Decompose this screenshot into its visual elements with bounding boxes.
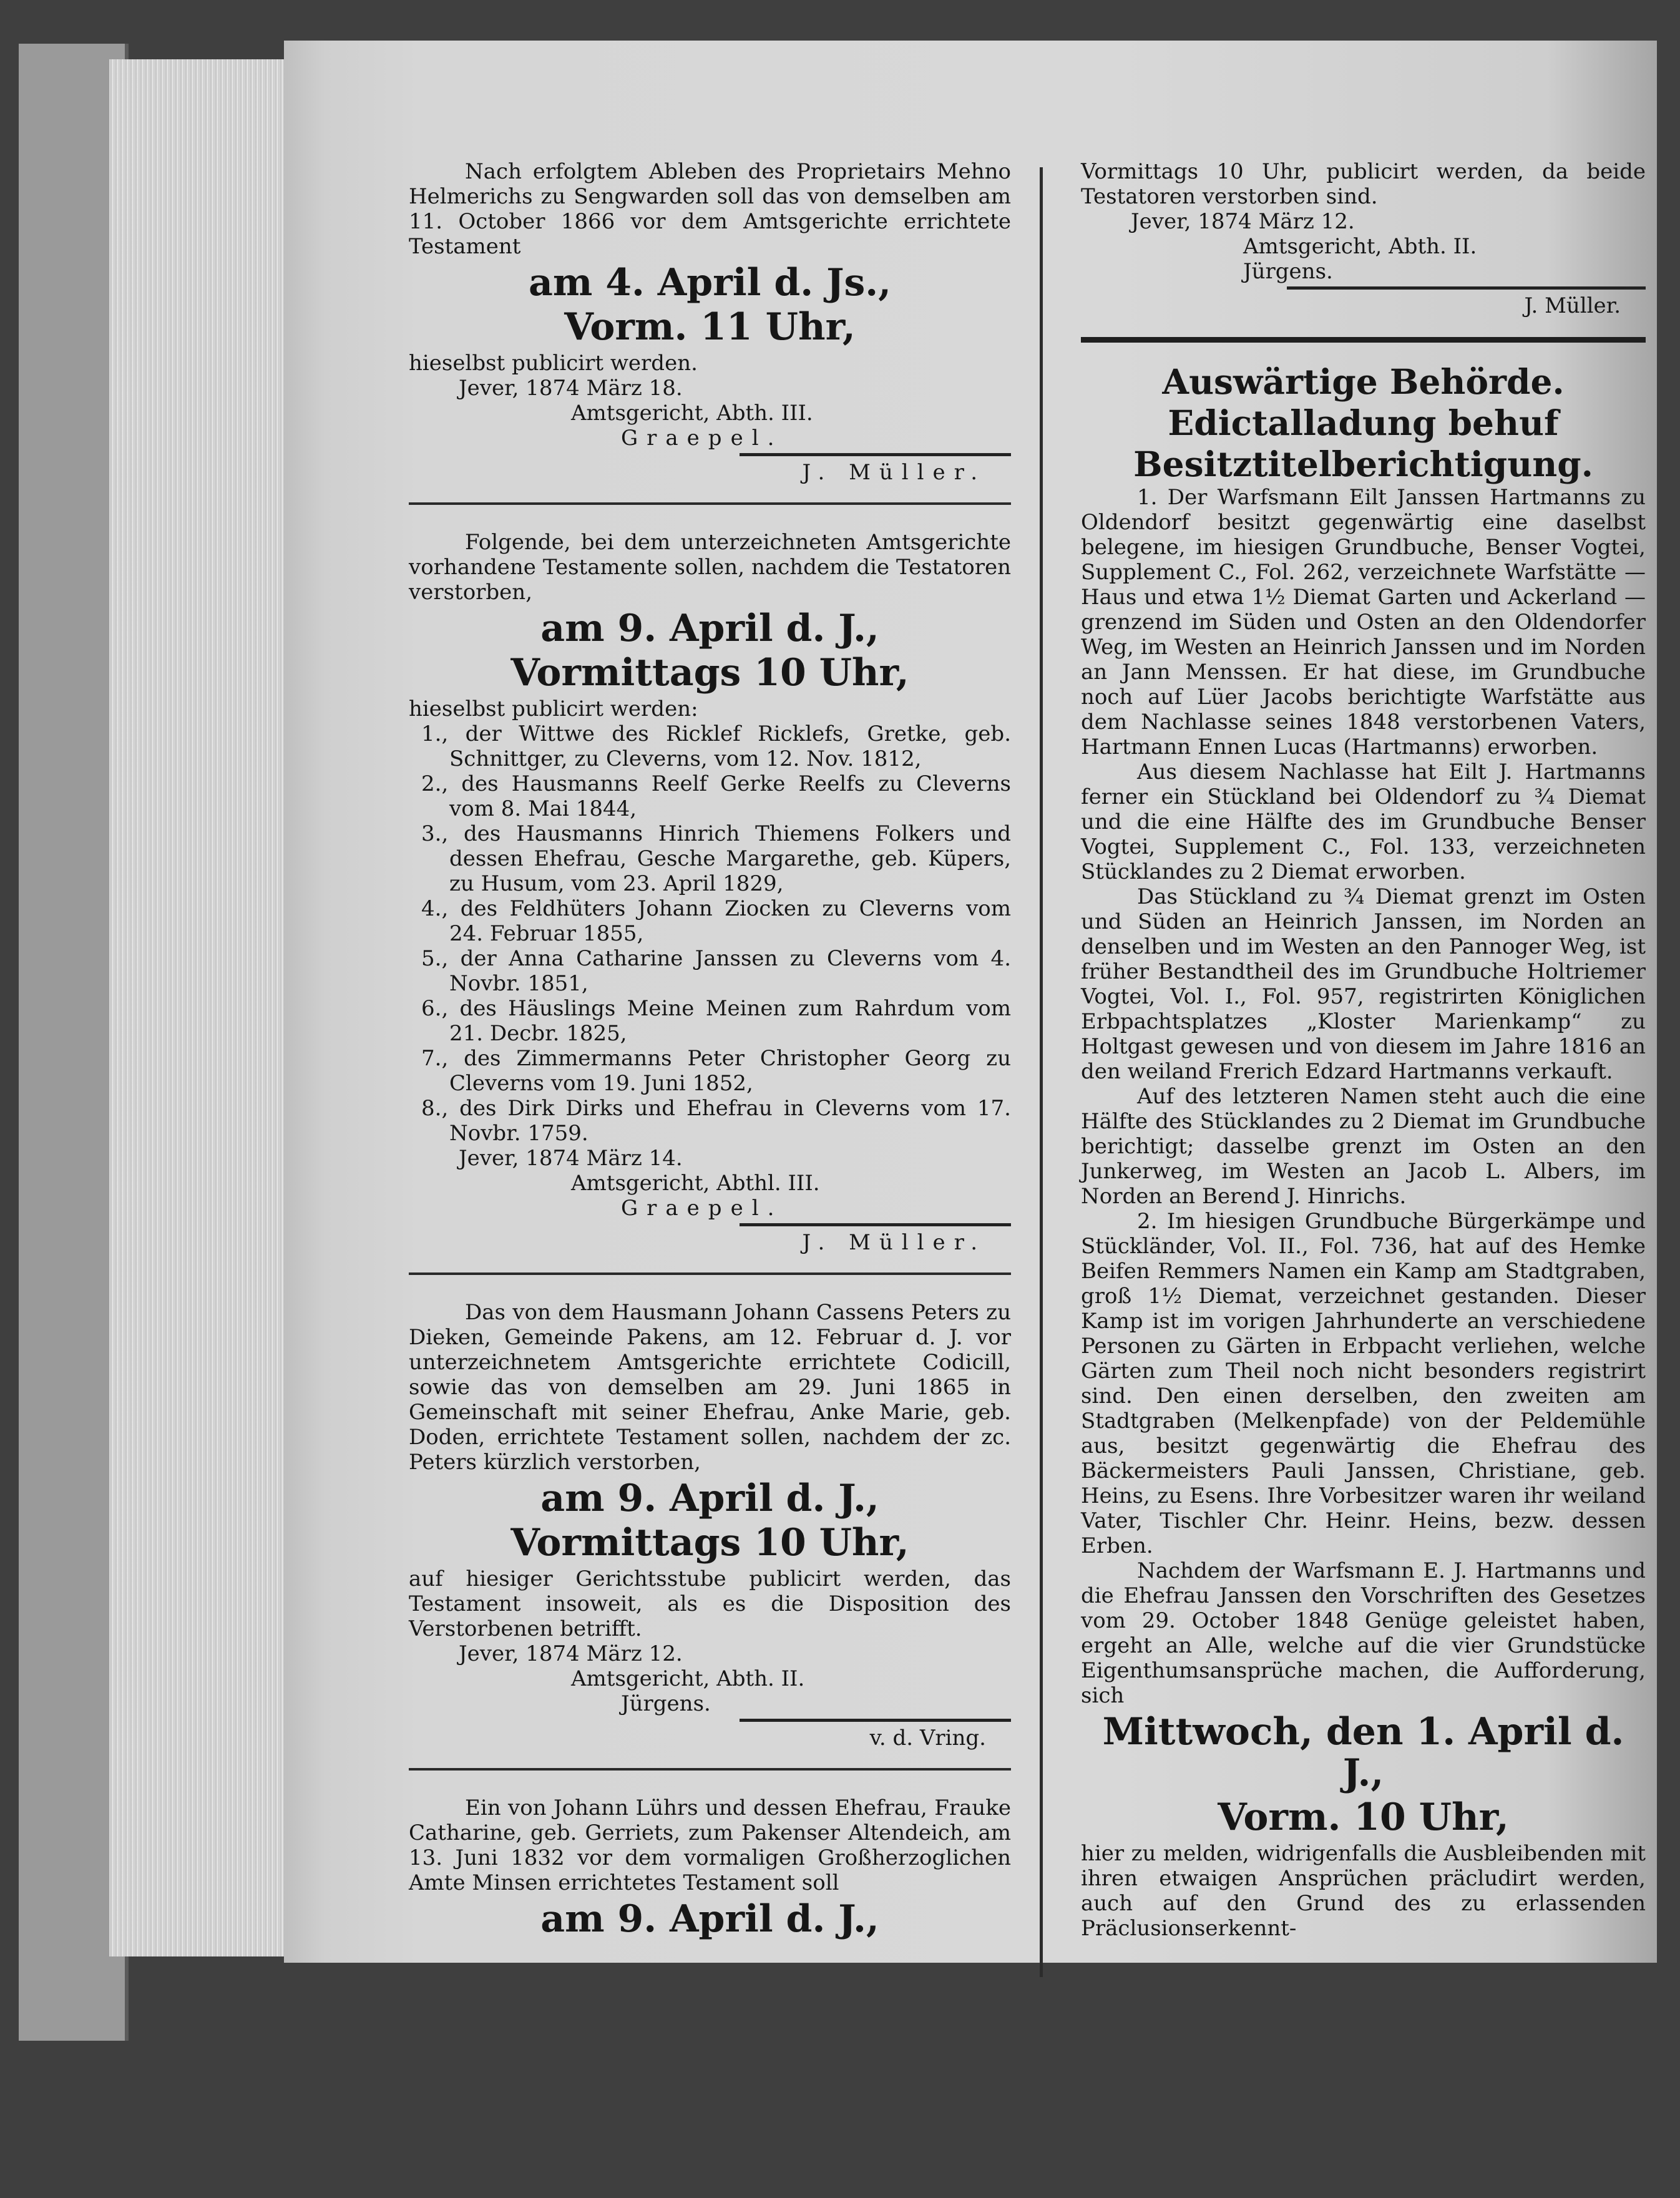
edict-time: Vorm. 10 Uhr, [1218,1795,1509,1839]
paragraph: Aus diesem Nachlasse hat Eilt J. Hartmanns ferner ein Stückland bei Oldendorf zu ¾ Diemat und die eine Hälfte des im Grundbuche Benser Vogtei, Supplement C., Fol. 133, verzeichneten Stücklandes zu 2 Diemat erworben. [1081,760,1646,884]
notice-court: Amtsgericht, Abthl. III. [571,1171,820,1196]
notice-time: Vormittags 10 Uhr, [510,651,909,695]
edict-date: Mittwoch, den 1. April d. J., [1102,1710,1624,1795]
notice-publish: hieselbst publicirt werden: [409,696,698,721]
list-item: 3., des Hausmanns Hinrich Thiemens Folkers und dessen Ehefrau, Gesche Margarethe, geb. Küpers, zu Husum, vom 23. April 1829, [421,821,1011,896]
notice-separator [409,1272,1011,1275]
left-column [409,159,1011,1943]
notice-body: Das von dem Hausmann Johann Cassens Peters zu Dieken, Gemeinde Pakens, am 12. Februar d. J. vor unterzeichnetem Amtsgerichte errichtete Codicill, sowie das von demselben am 29. Juni 1865 in Gemeinschaft mit seiner Ehefrau, Anke Marie, geb. Doden, errichtete Testament sollen, nachdem der zc. Peters kürzlich verstorben, [409,1300,1011,1475]
notice-publish: auf hiesiger Gerichtsstube publicirt werden, das Testament insoweit, als es die Disposition des Verstorbenen betrifft. [409,1566,1011,1641]
edict-title: Edictalladung behuf Besitztitelberichtigung. [1133,403,1593,484]
notice-signer: Graepel. [621,426,783,451]
notice-testament-luehrs [409,1795,1011,1940]
signature-rule [740,1719,1011,1722]
notice-testaments-list [409,530,1011,1255]
section-title: Auswärtige Behörde. [1162,361,1565,402]
section-separator [1081,337,1646,343]
right-column [1081,159,1646,1941]
notice-publish: hieselbst publicirt werden. [409,351,698,376]
signature-rule [1287,286,1646,290]
notice-signer: Jürgens. [621,1691,711,1716]
notice-date: am 9. April d. J., [540,1477,879,1520]
notice-date: am 4. April d. Js., [528,261,892,305]
signature-rule [740,453,1011,456]
notice-time: Vormittags 10 Uhr, [510,1521,909,1565]
list-item: 4., des Feldhüters Johann Ziocken zu Cleverns vom 24. Februar 1855, [421,896,1011,946]
testament-list [409,721,1011,1146]
notice-signer: Jürgens. [1243,259,1333,284]
notice-place-date: Jever, 1874 März 12. [459,1641,683,1666]
column-divider [1040,167,1043,1977]
notice-court: Amtsgericht, Abth. II. [571,1666,805,1691]
notice-body: Folgende, bei dem unterzeichneten Amtsgerichte vorhandene Testamente sollen, nachdem die Testatoren verstorben, [409,530,1011,605]
notice-clerk: v. d. Vring. [869,1726,986,1751]
edict-text [1081,485,1646,1708]
notice-clerk: J. Müller. [802,460,986,485]
notice-time: Vorm. 11 Uhr, [564,305,856,349]
list-item: 5., der Anna Catharine Janssen zu Cleverns vom 4. Novbr. 1851, [421,946,1011,996]
notice-court: Amtsgericht, Abth. III. [571,401,813,426]
notice-body: Nach erfolgtem Ableben des Proprietairs Mehno Helmerichs zu Sengwarden soll das von demselben am 11. October 1866 vor dem Amtsgerichte errichtete Testament [409,159,1011,259]
notice-body: Vormittags 10 Uhr, publicirt werden, da beide Testatoren verstorben sind. [1081,159,1646,209]
notice-codicil-peters [409,1300,1011,1751]
paragraph: Auf des letzteren Namen steht auch die eine Hälfte des Stücklandes zu 2 Diemat im Grundbuche berichtigt; dasselbe grenzt im Osten an den Junkerweg, im Westen an Jacob L. Albers, im Norden an Berend J. Hinrichs. [1081,1084,1646,1209]
notice-date: am 9. April d. J., [540,1897,879,1941]
list-item: 2., des Hausmanns Reelf Gerke Reelfs zu Cleverns vom 8. Mai 1844, [421,771,1011,821]
notice-body: Ein von Johann Lührs und dessen Ehefrau, Frauke Catharine, geb. Gerriets, zum Pakenser Altendeich, am 13. Juni 1832 vor dem vormaligen Großherzoglichen Amte Minsen errichtetes Testament soll [409,1795,1011,1895]
notice-testament-helmerichs [409,159,1011,485]
page-stack-edge [109,59,290,1956]
notice-court: Amtsgericht, Abth. II. [1243,234,1477,259]
paragraph: 1. Der Warfsmann Eilt Janssen Hartmanns zu Oldendorf besitzt gegenwärtig eine daselbst belegene, im hiesigen Grundbuche, Benser Vogtei, Supplement C., Fol. 262, verzeichnete Warfstätte — Haus und etwa 1½ Diemat Garten und Ackerland — grenzend im Süden und Osten an den Oldendorfer Weg, im Westen an Heinrich Janssen und im Norden an Jann Menssen. Er hat diese, im Grundbuche noch auf Lüer Jacobs berichtigte Warfstätte aus dem Nachlasse seines 1848 verstorbenen Vaters, Hartmann Ennen Lucas (Hartmanns) erworben. [1081,485,1646,760]
paragraph: Nachdem der Warfsmann E. J. Hartmanns und die Ehefrau Janssen den Vorschriften des Gesetzes vom 29. October 1848 Genüge geleistet haben, ergeht an Alle, welche auf die vier Grundstücke Eigenthumsansprüche machen, die Aufforderung, sich [1081,1558,1646,1708]
edict-closing: hier zu melden, widrigenfalls die Ausbleibenden mit ihren etwaigen Ansprüchen präcludirt werden, auch auf den Grund des zu erlassenden Präclusionserkennt- [1081,1841,1646,1941]
notice-clerk: J. Müller. [802,1230,986,1255]
notice-signer: Graepel. [621,1196,783,1221]
notice-place-date: Jever, 1874 März 18. [459,376,683,401]
notice-date: am 9. April d. J., [540,607,879,650]
list-item: 1., der Wittwe des Ricklef Ricklefs, Gretke, geb. Schnittger, zu Cleverns, vom 12. Nov. 1812, [421,721,1011,771]
notice-separator [409,1768,1011,1771]
notice-clerk: J. Müller. [1524,293,1621,318]
paragraph: Das Stückland zu ¾ Diemat grenzt im Osten und Süden an Heinrich Janssen, im Norden an denselben und im Westen an den Pannoger Weg, ist früher Bestandtheil des im Grundbuche Holtriemer Vogtei, Vol. I., Fol. 957, registrirten Königlichen Erbpachtsplatzes „Kloster Marienkamp“ zu Holtgast gewesen und von diesem im Jahre 1816 an den weiland Frerich Edzard Hartmanns verkauft. [1081,884,1646,1084]
notice-separator [409,502,1011,505]
signature-rule [740,1223,1011,1226]
notice-place-date: Jever, 1874 März 14. [459,1146,683,1171]
list-item: 6., des Häuslings Meine Meinen zum Rahrdum vom 21. Decbr. 1825, [421,996,1011,1046]
list-item: 7., des Zimmermanns Peter Christopher Georg zu Cleverns vom 19. Juni 1852, [421,1046,1011,1096]
notice-continuation [1081,159,1646,318]
list-item: 8., des Dirk Dirks und Ehefrau in Cleverns vom 17. Novbr. 1759. [421,1096,1011,1146]
notice-place-date: Jever, 1874 März 12. [1131,209,1355,234]
paragraph: 2. Im hiesigen Grundbuche Bürgerkämpe und Stückländer, Vol. II., Fol. 736, hat auf des Hemke Beifen Remmers Namen ein Kamp am Stadtgraben, groß 1½ Diemat, verzeichnet gestanden. Dieser Kamp ist im vorigen Jahrhunderte an verschiedene Personen zu Gärten in Erbpacht verliehen, welche Gärten zum Theil noch nicht besonders registrirt sind. Den einen derselben, den zweiten am Stadtgraben (Melkenpfade) von der Peldemühle aus, besitzt gegenwärtig die Ehefrau des Bäckermeisters Pauli Janssen, Christiane, geb. Heins, zu Esens. Ihre Vorbesitzer waren ihr weiland Vater, Tischler Chr. Heinr. Heins, bezw. dessen Erben. [1081,1209,1646,1558]
